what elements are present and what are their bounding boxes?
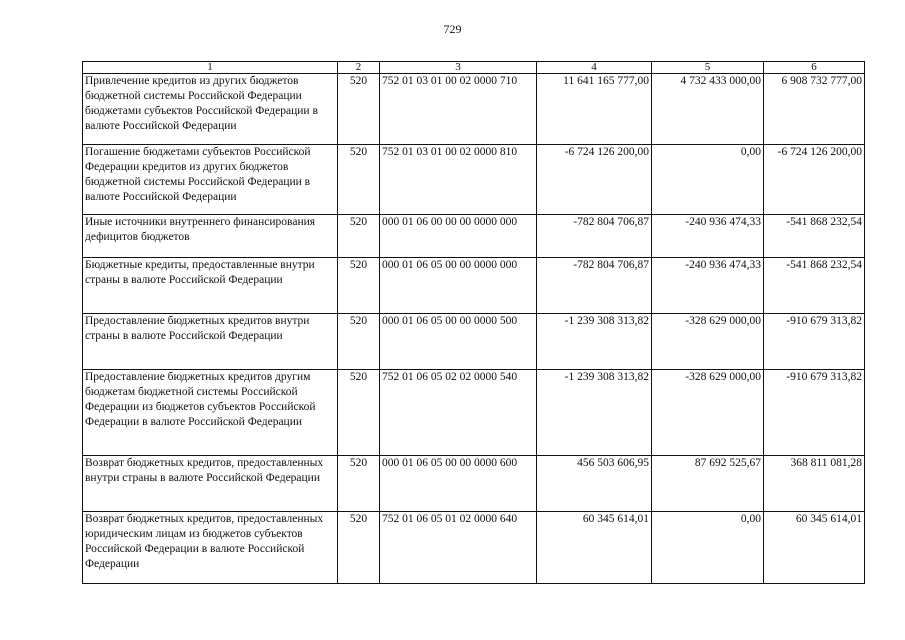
table-row: [83, 145, 865, 215]
row-name: Бюджетные кредиты, предоставленные внутри страны в валюте Российской Федерации: [83, 258, 338, 314]
table-row: [83, 370, 865, 456]
row-value-4: -782 804 706,87: [537, 258, 652, 314]
table-row: [83, 215, 865, 258]
row-code: 520: [338, 74, 380, 145]
row-value-4: -6 724 126 200,00: [537, 145, 652, 215]
column-header-5: 5: [652, 62, 764, 74]
table-row: [83, 512, 865, 584]
row-code: 520: [338, 456, 380, 512]
row-value-5: -328 629 000,00: [652, 370, 764, 456]
row-name: Предоставление бюджетных кредитов другим бюджетам бюджетной системы Российской Федерации из бюджетов субъектов Российской Федерации в валюте Российской Федерации: [83, 370, 338, 456]
page-number: 729: [443, 22, 462, 36]
table-row: [83, 456, 865, 512]
row-name: Возврат бюджетных кредитов, предоставленных юридическим лицам из бюджетов субъектов Российской Федерации в валюте Российской Федерации: [83, 512, 338, 584]
column-header-3: 3: [380, 62, 537, 74]
row-value-6: -541 868 232,54: [764, 258, 865, 314]
row-value-5: -240 936 474,33: [652, 258, 764, 314]
row-kbk: 000 01 06 05 00 00 0000 000: [380, 258, 537, 314]
row-value-6: -910 679 313,82: [764, 370, 865, 456]
column-header-1: 1: [83, 62, 338, 74]
table-row: [83, 74, 865, 145]
row-value-5: 0,00: [652, 512, 764, 584]
row-value-4: 456 503 606,95: [537, 456, 652, 512]
row-value-6: 60 345 614,01: [764, 512, 865, 584]
row-kbk: 000 01 06 05 00 00 0000 500: [380, 314, 537, 370]
row-value-6: -541 868 232,54: [764, 215, 865, 258]
row-code: 520: [338, 314, 380, 370]
row-code: 520: [338, 215, 380, 258]
table-header-row: [83, 62, 865, 74]
row-kbk: 752 01 06 05 01 02 0000 640: [380, 512, 537, 584]
table-row: [83, 314, 865, 370]
row-kbk: 000 01 06 05 00 00 0000 600: [380, 456, 537, 512]
row-value-4: 60 345 614,01: [537, 512, 652, 584]
row-name: Предоставление бюджетных кредитов внутри страны в валюте Российской Федерации: [83, 314, 338, 370]
row-kbk: 000 01 06 00 00 00 0000 000: [380, 215, 537, 258]
row-value-5: 4 732 433 000,00: [652, 74, 764, 145]
row-value-4: -1 239 308 313,82: [537, 370, 652, 456]
row-value-4: -1 239 308 313,82: [537, 314, 652, 370]
row-value-4: -782 804 706,87: [537, 215, 652, 258]
row-name: Привлечение кредитов из других бюджетов бюджетной системы Российской Федерации бюджетами субъектов Российской Федерации в валюте Российской Федерации: [83, 74, 338, 145]
row-value-5: 87 692 525,67: [652, 456, 764, 512]
row-kbk: 752 01 03 01 00 02 0000 810: [380, 145, 537, 215]
row-value-5: 0,00: [652, 145, 764, 215]
row-code: 520: [338, 145, 380, 215]
row-value-6: 6 908 732 777,00: [764, 74, 865, 145]
row-kbk: 752 01 06 05 02 02 0000 540: [380, 370, 537, 456]
column-header-2: 2: [338, 62, 380, 74]
row-value-5: -328 629 000,00: [652, 314, 764, 370]
table-row: [83, 258, 865, 314]
row-value-6: -910 679 313,82: [764, 314, 865, 370]
row-value-6: -6 724 126 200,00: [764, 145, 865, 215]
row-value-4: 11 641 165 777,00: [537, 74, 652, 145]
row-name: Возврат бюджетных кредитов, предоставленных внутри страны в валюте Российской Федерации: [83, 456, 338, 512]
row-kbk: 752 01 03 01 00 02 0000 710: [380, 74, 537, 145]
row-code: 520: [338, 370, 380, 456]
row-code: 520: [338, 512, 380, 584]
row-value-5: -240 936 474,33: [652, 215, 764, 258]
column-header-6: 6: [764, 62, 865, 74]
row-name: Иные источники внутреннего финансирования дефицитов бюджетов: [83, 215, 338, 258]
row-name: Погашение бюджетами субъектов Российской Федерации кредитов из других бюджетов бюджетной системы Российской Федерации в валюте Российской Федерации: [83, 145, 338, 215]
budget-sources-table: [82, 61, 865, 584]
row-code: 520: [338, 258, 380, 314]
column-header-4: 4: [537, 62, 652, 74]
row-value-6: 368 811 081,28: [764, 456, 865, 512]
